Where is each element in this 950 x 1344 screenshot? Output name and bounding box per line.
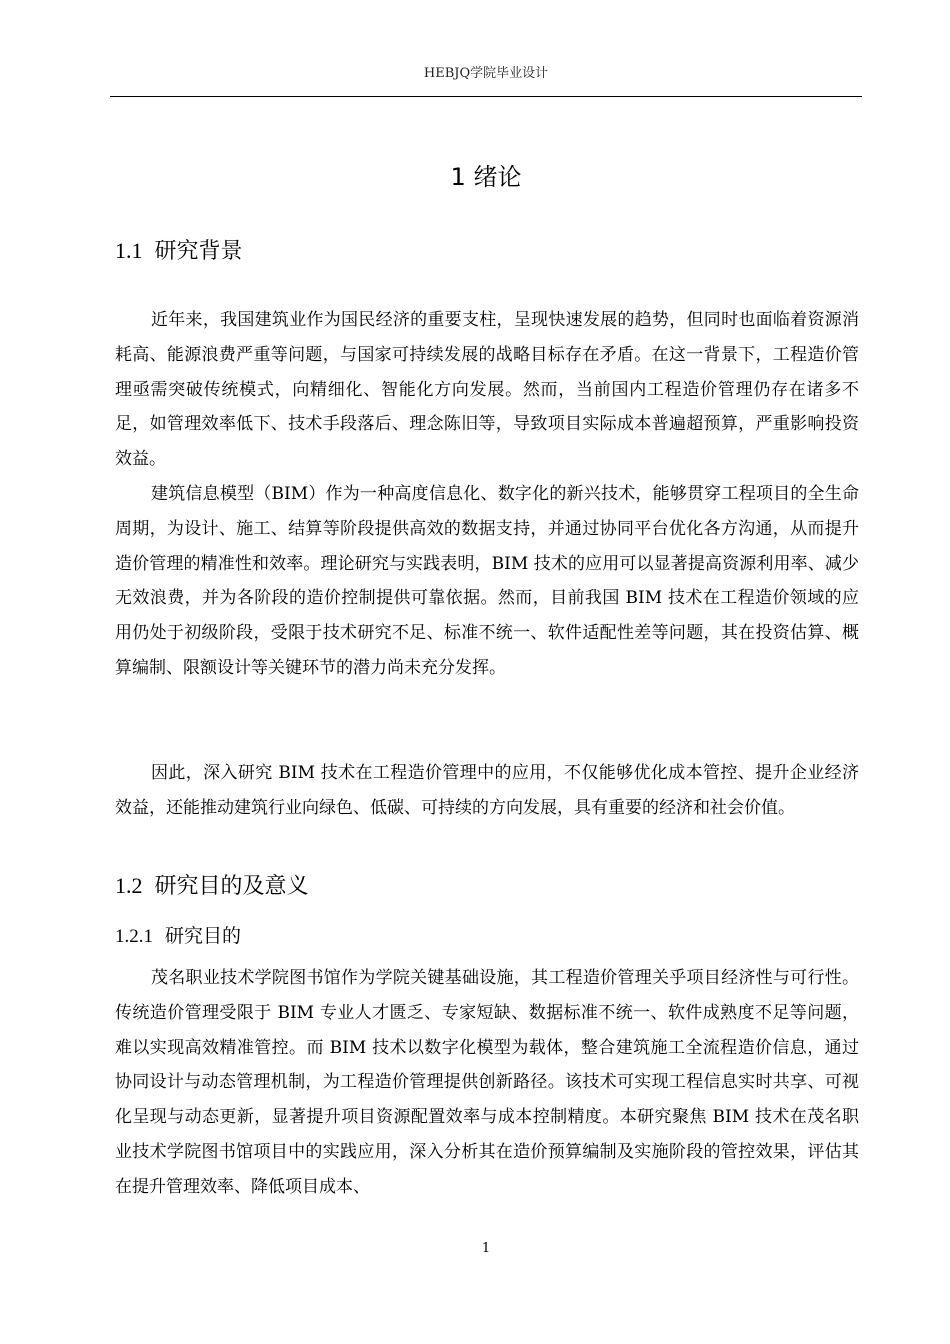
section-number: 1.2 [115, 873, 143, 898]
subsection-title: 研究目的 [165, 925, 242, 947]
paragraph-background-3: 因此，深入研究 BIM 技术在工程造价管理中的应用，不仅能够优化成本管控、提升企业经济效益，还能推动建筑行业向绿色、低碳、可持续的方向发展，具有重要的经济和社会价值。 [115, 763, 859, 818]
paragraph-background-1: 近年来，我国建筑业作为国民经济的重要支柱，呈现快速发展的趋势，但同时也面临着资源消耗高、能源浪费严重等问题，与国家可持续发展的战略目标存在矛盾。在这一背景下，工程造价管理亟需突破传统模式，向精细化、智能化方向发展。然而，当前国内工程造价管理仍存在诸多不足，如管理效率低下、技术手段落后、理念陈旧等，导致项目实际成本普遍超预算，严重影响投资效益。 [115, 310, 859, 470]
section-heading-1-1 [115, 235, 243, 268]
page-number: 1 [481, 1241, 491, 1256]
section-number: 1.1 [115, 238, 143, 263]
header-divider [110, 96, 862, 97]
subsection-heading-1-2-1 [115, 922, 241, 951]
section-heading-1-2 [115, 870, 309, 903]
subsection-number: 1.2.1 [115, 926, 153, 947]
section-title: 研究背景 [154, 239, 243, 264]
running-header: HEBJQ学院毕业设计 [423, 66, 549, 81]
chapter-title: 1 绪论 [450, 163, 522, 191]
paragraph-purpose-1: 茂名职业技术学院图书馆作为学院关键基础设施，其工程造价管理关乎项目经济性与可行性。传统造价管理受限于 BIM 专业人才匮乏、专家短缺、数据标准不统一、软件成熟度不足等问题，难以实现高效精准管控。而 BIM 技术以数字化模型为载体，整合建筑施工全流程造价信息，通过协同设计与动态管理机制，为工程造价管理提供创新路径。该技术可实现工程信息实时共享、可视化呈现与动态更新，显著提升项目资源配置效率与成本控制精度。本研究聚焦 BIM 技术在茂名职业技术学院图书馆项目中的实践应用，深入分析其在造价预算编制及实施阶段的管控效果，评估其在提升管理效率、降低项目成本、 [115, 968, 859, 1197]
paragraph-background-2: 建筑信息模型（BIM）作为一种高度信息化、数字化的新兴技术，能够贯穿工程项目的全生命周期，为设计、施工、结算等阶段提供高效的数据支持，并通过协同平台优化各方沟通，从而提升造价管理的精准性和效率。理论研究与实践表明，BIM 技术的应用可以显著提高资源利用率、减少无效浪费，并为各阶段的造价控制提供可靠依据。然而，目前我国 BIM 技术在工程造价领域的应用仍处于初级阶段，受限于技术研究不足、标准不统一、软件适配性差等问题，其在投资估算、概算编制、限额设计等关键环节的潜力尚未充分发挥。 [115, 484, 859, 678]
section-title: 研究目的及意义 [154, 874, 309, 899]
